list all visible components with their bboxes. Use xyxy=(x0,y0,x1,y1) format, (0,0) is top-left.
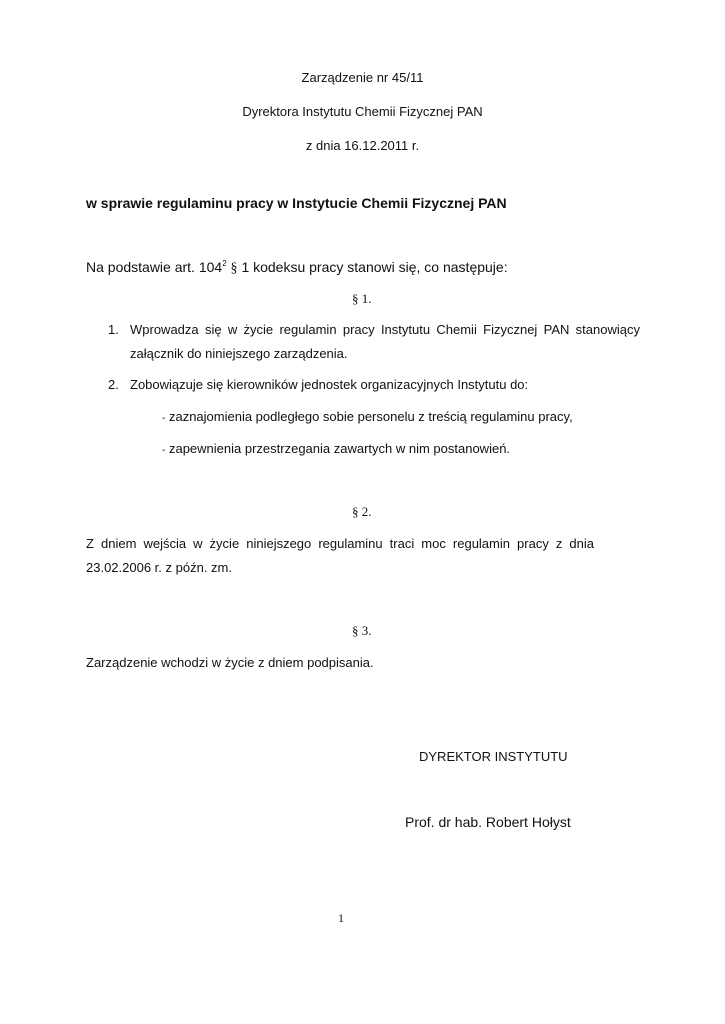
section2-line1: Z dniem wejścia w życie niniejszego regulaminu traci moc regulamin pracy z dnia xyxy=(86,536,594,551)
legal-basis-prefix: Na podstawie art. 104 xyxy=(86,259,223,275)
signature-title: DYREKTOR INSTYTUTU xyxy=(419,749,568,764)
legal-basis-suffix: 1 kodeksu pracy stanowi się, co następuje: xyxy=(241,259,508,275)
sub-item-1-text: zaznajomienia podległego sobie personelu z treścią regulaminu pracy, xyxy=(168,409,573,424)
section3-heading: § 3. xyxy=(352,623,372,638)
list-item-1-line1: Wprowadza się w życie regulamin pracy Instytutu Chemii Fizycznej PAN stanowiący xyxy=(130,322,640,337)
list-item-2-text: Zobowiązuje się kierowników jednostek organizacyjnych Instytutu do: xyxy=(130,377,529,392)
page-number: 1 xyxy=(338,911,344,925)
section-sign: § xyxy=(230,261,238,276)
list-item-1-number: 1. xyxy=(108,322,119,337)
sub-item-2-text: zapewnienia przestrzegania zawartych w nim postanowień. xyxy=(168,441,511,456)
sub-item-2 xyxy=(162,441,510,459)
list-item-1-line2: załącznik do niniejszego zarządzenia. xyxy=(130,346,348,361)
section2-line2: 23.02.2006 r. z późn. zm. xyxy=(86,560,232,575)
sub-item-2-dash: - xyxy=(162,445,166,456)
header-issuer: Dyrektora Instytutu Chemii Fizycznej PAN xyxy=(242,104,483,119)
subject-line: w sprawie regulaminu pracy w Instytucie Chemii Fizycznej PAN xyxy=(86,195,507,211)
signature-name: Prof. dr hab. Robert Hołyst xyxy=(405,814,571,830)
header-date: z dnia 16.12.2011 r. xyxy=(305,138,420,153)
section1-heading: § 1. xyxy=(352,291,372,306)
legal-basis-superscript: 2 xyxy=(222,259,227,268)
sub-item-1-dash: - xyxy=(162,413,166,424)
header-title: Zarządzenie nr 45/11 xyxy=(301,70,424,85)
legal-basis xyxy=(86,259,508,277)
section2-heading: § 2. xyxy=(352,504,372,519)
section3-text: Zarządzenie wchodzi w życie z dniem podpisania. xyxy=(86,655,374,670)
sub-item-1 xyxy=(162,409,573,427)
list-item-2-number: 2. xyxy=(108,377,119,392)
